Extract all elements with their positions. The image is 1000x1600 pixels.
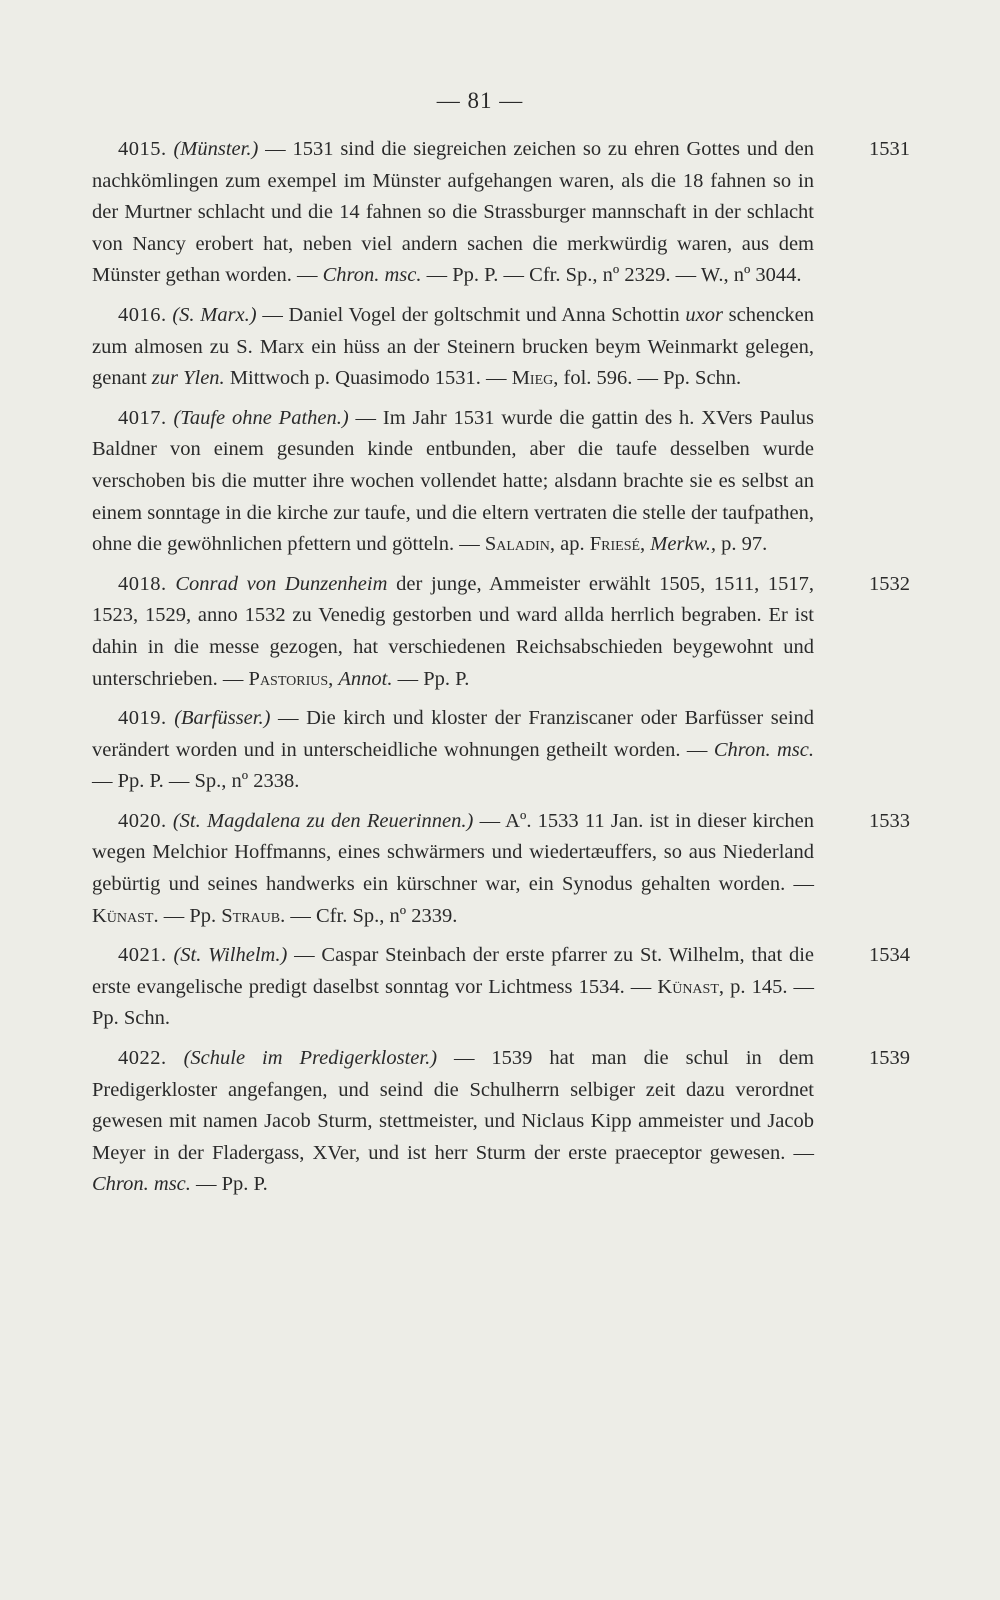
entry-topic: (St. Wilhelm.) [173,944,288,967]
entry-number: 4022. [118,1047,167,1070]
margin-year: 1539 [869,1047,910,1070]
entry-4015 [92,134,910,292]
source-citation: Chron. msc. [322,264,422,287]
entry-topic: (Münster.) [173,138,259,160]
source-citation: Straub. [221,904,286,927]
entry-number: 4018. [118,572,167,595]
entry-topic: (St. Magdalena zu den Reuerinnen.) [172,809,474,832]
reference-text: ap. [560,533,585,556]
reference-text: — Pp. [163,904,217,927]
source-citation: Künast, [657,975,725,998]
reference-tail: — Cfr. Sp., nº 2339. [290,904,458,927]
entry-text: — Die kirch und kloster der Franziscaner oder Barfüsser seind verändert worden und in unterscheidliche wohnungen getheilt worden. — [92,707,815,761]
entry-number: 4017. [118,406,167,429]
margin-year: 1533 [869,809,910,832]
margin-year: 1531 [869,138,910,160]
entry-4020 [92,806,910,932]
source-work: Merkw., [650,533,716,556]
source-citation: Chron. msc. [92,1173,191,1196]
entry-4018 [92,569,910,695]
margin-year: 1532 [869,572,910,595]
italic-word: uxor [685,303,723,326]
source-citation: Friesé, [589,533,646,556]
entry-number: 4019. [118,707,167,730]
entry-text: der junge, Ammeister erwählt 1505, 1511, 1517, 1523, 1529, anno 1532 zu Venedig gestorben und ward allda herrlich begraben. Er ist dahin in die messe gezogen, hat verschiedenen Reichsabschieden beygewohnt und unterschrieben. — [92,572,815,690]
entry-topic: (Schule im Predigerkloster.) [183,1047,438,1070]
source-citation: Mieg, [511,367,559,390]
reference-tail: — Pp. P. [397,667,470,690]
entry-text: — Im Jahr 1531 wurde die gattin des h. XVers Paulus Baldner von einem gesunden kinde entbunden, aber die taufe desselben wurde verschoben bis die mutter ihre wochen vollendet hatte; alsdann brachte sie es selbst an einem sonntage in die kirche zur taufe, und die eltern vertraten die stelle der taufpathen, ohne die gewöhnlichen pfettern und götteln. — [92,406,815,556]
reference-tail: — Pp. P. — Sp., nº 2338. [92,770,300,793]
entry-text: — Aº. 1533 11 Jan. ist in dieser kirchen wegen Melchior Hoffmanns, eines schwärmers und wiedertæuffers, so aus Niederland gebürtig und seines handwerks ein kürschner war, ein Synodus gehalten worden. — [92,809,814,896]
source-citation: Saladin, [484,533,556,556]
entry-topic: (S. Marx.) [172,303,257,326]
entry-text: — 1539 hat man die schul in dem Predigerkloster angefangen, und seind die Schulherrn selbiger zeit dazu verordnet gewesen mit namen Jacob Sturm, stettmeister, und Niclaus Kipp ammeister und Jacob Meyer in der Fladergass, XVer, und ist herr Sturm der erste praeceptor gewesen. — [92,1047,815,1164]
entry-4016 [92,300,814,395]
entry-text: — 1531 sind die siegreichen zeichen so zu ehren Gottes und den nachkömlingen zum exempel im Münster aufgehangen waren, als die 18 fahnen so in der Murtner schlacht und die 14 fahnen so die Strassburger mannschaft in der schlacht von Nancy erobert hat, neben viel andern sachen die merkwürdig waren, aus dem Münster gethan worden. — [92,138,815,287]
reference-tail: — Pp. P. [196,1173,268,1196]
reference-tail: fol. 596. — Pp. Schn. [563,367,742,390]
entry-text: Mittwoch p. Quasimodo 1531. — [229,367,507,390]
reference-tail: — Pp. P. — Cfr. Sp., nº 2329. — W., nº 3044. [426,264,802,287]
entry-text: schencken zum almosen zu S. Marx ein hüss an der Steinern brucken beym Weinmarkt gelegen, genant [92,303,815,390]
italic-name: zur Ylen. [151,367,225,390]
page-number: — 81 — [436,88,524,113]
source-work: Annot. [338,667,393,690]
entry-text: — Daniel Vogel der goltschmit und Anna Schottin [262,303,680,326]
reference-tail: p. 97. [721,533,768,556]
text-column [92,134,910,1209]
entry-4021 [92,940,910,1035]
entry-4022 [92,1043,910,1201]
source-citation: Künast. [92,904,159,927]
entry-4019 [92,703,814,798]
entry-topic: (Taufe ohne Pathen.) [173,406,349,429]
source-citation: Pastorius, [248,667,334,690]
italic-name: Conrad von Dunzenheim [175,572,388,595]
margin-year: 1534 [869,944,910,967]
entry-number: 4016. [118,303,167,326]
entry-number: 4021. [118,944,167,967]
entry-topic: (Barfüsser.) [174,707,271,730]
entry-text: — Caspar Steinbach der erste pfarrer zu St. Wilhelm, that die erste evangelische predigt daselbst sonntag vor Lichtmess 1534. — [92,944,815,998]
entry-number: 4015. [118,138,167,160]
source-citation: Chron. msc. [713,738,815,761]
reference-tail: p. 145. — Pp. Schn. [92,975,815,1030]
entry-number: 4020. [118,809,167,832]
entry-4017 [92,403,814,561]
